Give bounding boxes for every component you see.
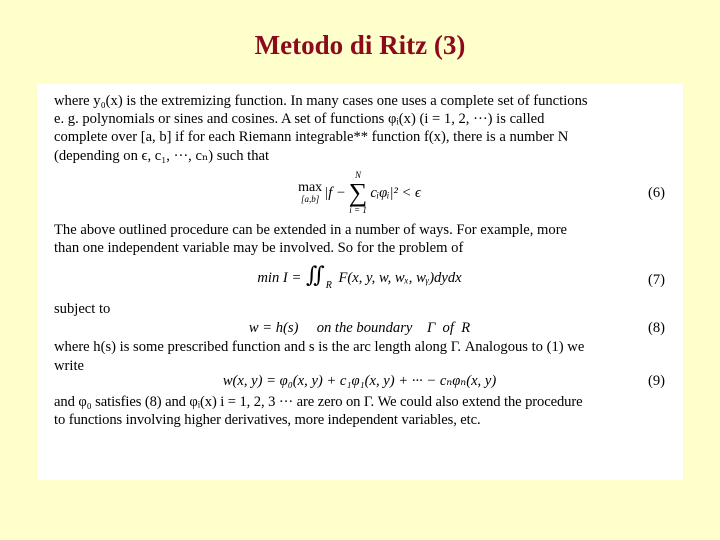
integral-region: R [325,279,332,291]
document-excerpt [37,84,683,480]
equation-8 [54,318,665,338]
equation-lhs: |f − [324,184,346,201]
equation-9 [54,369,665,393]
paragraph-extension [54,221,665,257]
text-line: The above outlined procedure can be extended in a number of ways. For example, more [54,221,568,238]
boundary-condition: w = h(s) on the boundary Γ of R [248,320,471,337]
equation-number: (8) [647,320,665,337]
summation-symbol: N ∑ i = 1 [348,169,368,215]
text-line: where y₀(x) is the extremizing function. In many cases one uses a complete set of functions [54,93,588,109]
text-line: to functions involving higher derivatives, more independent variables, etc. [54,412,481,429]
text-line: than one independent variable may be involved. So for the problem of [54,240,464,257]
trial-function: w(x, y) = φ₀(x, y) + c₁φ₁(x, y) + ··· − cₙφₙ(x, y) [222,372,497,389]
text-line: write [54,357,84,374]
text-line: where h(s) is some prescribed function and s is the arc length along Γ. Analogous to (1) we [54,339,585,356]
double-integral-symbol: ∬ [305,261,325,287]
text-line: complete over [a, b] if for each Riemann integrable** function f(x), there is a number N [54,129,569,146]
equation-number: (6) [647,184,665,201]
text-line: e. g. polynomials or sines and cosines. A set of functions φᵢ(x) (i = 1, 2, ···) is called [54,111,545,128]
equation-lhs: min I = [257,269,302,286]
equation-number: (9) [647,372,665,389]
subject-to-label: subject to [54,301,111,318]
integrand: F(x, y, w, wₓ, wᵧ)dydx [338,269,462,286]
paragraph-complete-set [54,92,665,165]
equation-rhs: cᵢφᵢ|² < ϵ [370,184,421,201]
text-line: (depending on ϵ, c₁, ···, cₙ) such that [54,147,270,164]
max-operator: max [a,b] [298,180,323,205]
paragraph-conclusion [54,393,665,429]
equation-6 [54,165,665,221]
equation-7 [54,260,665,300]
text-line: and φ₀ satisfies (8) and φᵢ(x) i = 1, 2, 3 ··· are zero on Γ. We could also extend the procedure [54,393,583,410]
slide-title: Metodo di Ritz (3) [254,30,466,60]
equation-number: (7) [647,272,665,289]
